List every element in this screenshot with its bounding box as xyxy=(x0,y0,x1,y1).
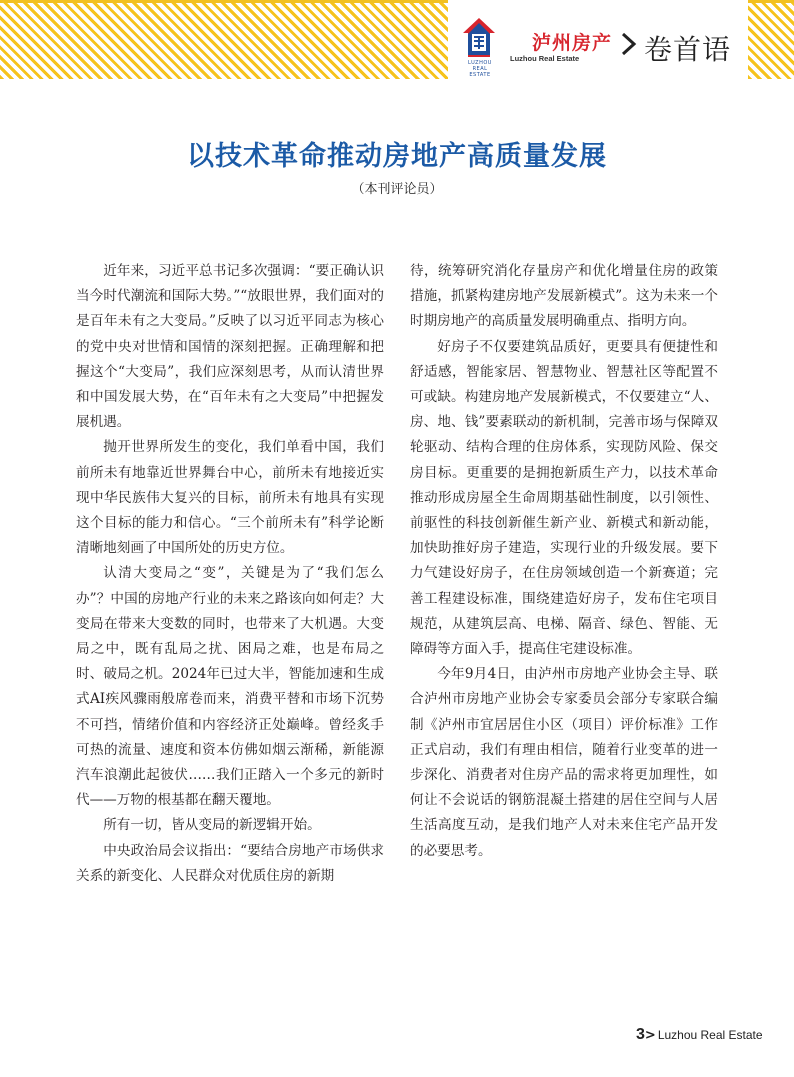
footer-publication-name: Luzhou Real Estate xyxy=(657,1028,763,1042)
logo-caption: LUZHOU REAL ESTATE xyxy=(468,60,492,78)
chevron-right-icon xyxy=(619,32,639,56)
house-logo-icon xyxy=(462,17,496,61)
page-footer xyxy=(636,1024,763,1044)
magazine-name-en: Luzhou Real Estate xyxy=(510,54,580,63)
article-title: 以技术革命推动房地产高质量发展 xyxy=(187,141,607,172)
paragraph: 中央政治局会议指出：“要结合房地产市场供求关系的新变化、人民群众对优质住房的新期 xyxy=(76,842,384,884)
header-stripe-band-right xyxy=(748,0,794,79)
chevron-right-icon: > xyxy=(644,1028,656,1043)
paragraph: 抛开世界所发生的变化，我们单看中国，我们前所未有地靠近世界舞台中心，前所未有地接近实现中华民族伟大复兴的目标，前所未有地具有实现这个目标的能力和信心。“三个前所未有”科学论断清晰地刻画了中国所处的历史方位。 xyxy=(76,439,384,557)
paragraph: 好房子不仅要建筑品质好，更要具有便捷性和舒适感，智能家居、智慧物业、智慧社区等配置不可或缺。构建房地产发展新模式，不仅要建立“人、房、地、钱”要素联动的新机制，完善市场与保障双轮驱动、结构合理的住房体系，实现防风险、保交房目标。更重要的是拥抱新质生产力，以技术革命推动形成房屋全生命周期基础性制度，以引领性、前驱性的科技创新催生新产业、新模式和新动能，加快助推好房子建造，实现行业的升级发展。要下力气建设好房子，在住房领域创造一个新赛道；完善工程建设标准，围绕建造好房子，发布住宅项目规范，从建筑层高、电梯、隔音、绿色、智能、无障碍等方面入手，提高住宅建设标准。 xyxy=(410,338,718,658)
header-brand xyxy=(448,0,748,78)
header-stripe-band-left xyxy=(0,0,448,79)
section-title: 卷首语 xyxy=(644,33,732,66)
article-author: （本刊评论员） xyxy=(351,182,443,197)
page-number: 3 xyxy=(636,1026,645,1043)
paragraph: 认清大变局之“变”，关键是为了“我们怎么办”？中国的房地产行业的未来之路该向如何走？大变局在带来大变数的同时，也带来了大机遇。大变局之中，既有乱局之扰、困局之难，也是布局之时、破局之机。2024年已过大半，智能加速和生成式AI疾风骤雨般席卷而来，消费平替和市场下沉势不可挡，情绪价值和内容经济正处巅峰。曾经炙手可热的流量、速度和资本仿佛如烟云渐稀，新能源汽车浪潮此起彼伏……我们正踏入一个多元的新时代——万物的根基都在翻天覆地。 xyxy=(76,565,384,809)
paragraph: 近年来，习近平总书记多次强调：“要正确认识当今时代潮流和国际大势。”“放眼世界，我们面对的是百年未有之大变局。”反映了以习近平同志为核心的党中央对世情和国情的深刻把握。正确理解和把握这个“大变局”，我们应深刻思考，从而认清世界和中国发展大势，在“百年未有之大变局”中把握发展机遇。 xyxy=(76,263,384,431)
paragraph-continuation: 待，统筹研究消化存量房产和优化增量住房的政策措施，抓紧构建房地产发展新模式”。这为未来一个时期房地产的高质量发展明确重点、指明方向。 xyxy=(410,263,718,330)
article-column-left xyxy=(76,259,384,889)
paragraph: 今年9月4日，由泸州市房地产业协会主导、联合泸州市房地产业协会专家委员会部分专家联合编制《泸州市宜居居住小区（项目）评价标准》工作正式启动，我们有理由相信，随着行业变革的进一步深化、消费者对住房产品的需求将更加理性，如何让不会说话的钢筋混凝土搭建的居住空间与人居生活高度互动，是我们地产人对未来住宅产品开发的必要思考。 xyxy=(410,666,718,859)
magazine-name-cn: 泸州房产 xyxy=(532,32,613,54)
paragraph: 所有一切，皆从变局的新逻辑开始。 xyxy=(103,817,321,834)
article-column-right xyxy=(410,259,718,864)
